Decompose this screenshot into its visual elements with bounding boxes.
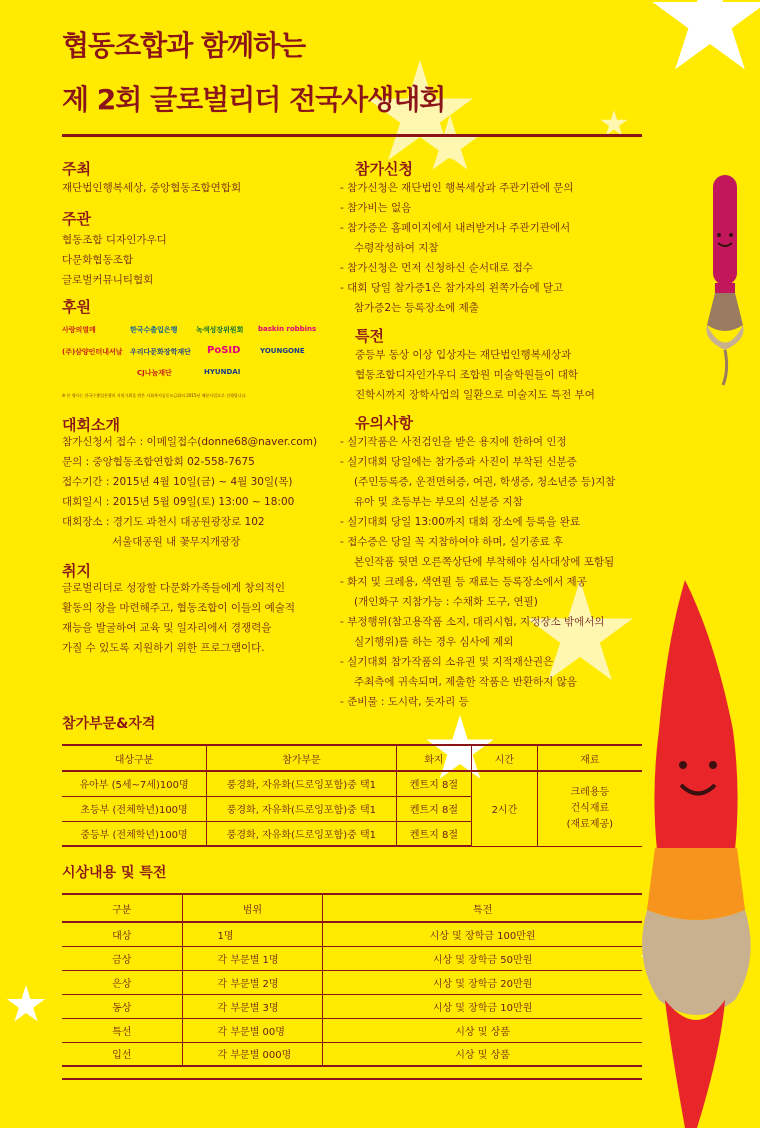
organizer-item: 글로벌커뮤니티협회: [62, 274, 154, 286]
table-cell: 유아부 (5세~7세)100명: [62, 771, 207, 796]
table-row: [62, 922, 642, 946]
table-cell: 금상: [62, 946, 182, 970]
table-cell: 초등부 (전체학년)100명: [62, 796, 207, 821]
table-header: 구분: [62, 894, 182, 922]
benefit-line: 협동조합디자인가우디 조합원 미술학원들이 대학: [355, 369, 579, 381]
table-row: [62, 994, 642, 1018]
notice-line: - 부정행위(참고용작품 소지, 대리시험, 지정장소 밖에서의: [340, 616, 605, 628]
intro-row: 문의 : 중앙협동조합연합회 02-558-7675: [62, 456, 255, 468]
notice-line: - 실기작품은 사전검인을 받은 용지에 한하여 인정: [340, 436, 567, 448]
table-cell: 풍경화, 자유화(드로잉포함)중 택1: [207, 796, 397, 821]
sponsor-logo: 우리다문화장학재단: [130, 348, 191, 356]
material-line: 건식재료: [570, 802, 610, 814]
table-header: 범위: [182, 894, 323, 922]
apply-line: - 참가증은 홈페이지에서 내려받거나 주관기관에서: [340, 222, 571, 234]
sponsor-note: ※ 본 행사는 한국수출입은행의 지원기획을 받은 사회복지공동모금회의 2015년 배분사업으로 진행됩니다.: [62, 393, 247, 398]
sponsor-heading: 후원: [62, 298, 91, 316]
table-cell: 은상: [62, 970, 182, 994]
sponsor-logo: PoSID: [207, 345, 241, 356]
table-header: 재료: [537, 745, 642, 771]
organizer-item: 다문화협동조합: [62, 254, 134, 266]
table-cell: 켄트지 8절: [396, 821, 471, 846]
notice-line: - 화지 및 크레용, 색연필 등 재료는 등록장소에서 제공: [340, 576, 587, 588]
table-cell: 중등부 (전체학년)100명: [62, 821, 207, 846]
notice-line: 실기행위)를 하는 경우 심사에 제외: [354, 636, 514, 648]
organizer-list: [62, 230, 167, 290]
table-row: [62, 1018, 642, 1042]
table-cell: 각 부문별 2명: [182, 970, 323, 994]
bottom-divider: [62, 1078, 642, 1080]
notice-line: - 접수증은 당일 꼭 지참하여야 하며, 실기종료 후: [340, 536, 564, 548]
table-cell: 각 부문별 3명: [182, 994, 323, 1018]
purpose-text: [62, 578, 295, 658]
small-brush-illustration: [695, 175, 755, 395]
table-cell: 각 부문별 000명: [182, 1042, 323, 1066]
apply-line: 수령작성하여 지참: [354, 242, 439, 254]
table-cell: 시상 및 장학금 10만원: [323, 994, 642, 1018]
table-cell: 시상 및 장학금 100만원: [323, 922, 642, 946]
apply-heading: 참가신청: [355, 160, 413, 178]
notice-line: - 실기대회 참가작품의 소유권 및 지적재산권은: [340, 656, 554, 668]
table-header: 화지: [396, 745, 471, 771]
apply-line: - 참가신청은 먼저 신청하신 순서대로 접수: [340, 262, 533, 274]
sponsor-logo: YOUNGONE: [260, 347, 305, 355]
purpose-line: 글로벌리더로 성장할 다문화가족들에게 창의적인: [62, 582, 286, 594]
table-cell: 시상 및 상품: [323, 1042, 642, 1066]
intro-row: 서울대공원 내 꽃무지개광장: [112, 536, 241, 548]
divisions-table: [62, 744, 642, 847]
sponsor-logo: CJ나눔재단: [137, 369, 172, 377]
purpose-line: 재능을 발굴하여 교육 및 일자리에서 경쟁력을: [62, 622, 272, 634]
intro-row: 대회일시 : 2015년 5월 09일(토) 13:00 ~ 18:00: [62, 496, 295, 508]
organizer-heading: 주관: [62, 210, 91, 228]
benefit-line: 중등부 동상 이상 입상자는 재단법인행복세상과: [355, 349, 572, 361]
notice-line: - 준비물 : 도시락, 돗자리 등: [340, 696, 469, 708]
apply-line: - 대회 당일 참가증1은 참가자의 왼쪽가슴에 달고: [340, 282, 564, 294]
sponsor-logo: (주)삼양인터내셔날: [62, 348, 123, 356]
divisions-heading: 참가부문&자격: [62, 716, 156, 732]
table-header: 대상구분: [62, 745, 207, 771]
material-line: 크레용등: [570, 786, 610, 798]
table-cell: 시상 및 상품: [323, 1018, 642, 1042]
table-cell-time: 2시간: [472, 771, 538, 846]
table-header-row: [62, 745, 642, 771]
table-cell: 입선: [62, 1042, 182, 1066]
benefit-heading: 특전: [355, 327, 384, 345]
notice-list: [340, 432, 615, 712]
table-row: [62, 771, 642, 796]
table-cell: 특선: [62, 1018, 182, 1042]
host-text: 재단법인행복세상, 중앙협동조합연합회: [62, 182, 242, 194]
notice-line: - 실기대회 당일에는 참가증과 사진이 부착된 신분증: [340, 456, 577, 468]
table-cell-material: [537, 771, 642, 846]
apply-line: - 참가신청은 재단법인 행복세상과 주관기관에 문의: [340, 182, 574, 194]
intro-list: [62, 432, 317, 552]
table-row: [62, 970, 642, 994]
table-cell: 켄트지 8절: [396, 771, 471, 796]
organizer-item: 협동조합 디자인가우디: [62, 234, 167, 246]
notice-line: (주민등록증, 운전면허증, 여권, 학생증, 청소년증 등)지참: [354, 476, 616, 488]
purpose-heading: 취지: [62, 562, 91, 580]
table-cell: 시상 및 장학금 50만원: [323, 946, 642, 970]
sponsor-logo: 사랑의열매: [62, 326, 96, 334]
table-row: [62, 946, 642, 970]
table-cell: 시상 및 장학금 20만원: [323, 970, 642, 994]
table-header-row: [62, 894, 642, 922]
page-title-line-1: 협동조합과 함께하는: [62, 29, 306, 62]
benefit-text: [355, 345, 595, 405]
intro-heading: 대회소개: [62, 416, 120, 434]
title-divider: [62, 134, 642, 137]
sponsor-logo: 녹색성장위원회: [196, 326, 244, 334]
table-row: [62, 1042, 642, 1066]
sponsor-logo: baskin robbins: [258, 325, 317, 333]
star-decoration-top-right: [640, 0, 760, 80]
notice-line: 본인작품 뒷면 오른쪽상단에 부착해야 심사대상에 포함됨: [354, 556, 615, 568]
page-title-line-2: 제 2회 글로벌리더 전국사생대회: [62, 83, 446, 116]
apply-line: - 참가비는 없음: [340, 202, 412, 214]
purpose-line: 활동의 장을 마련해주고, 협동조합이 이들의 예술적: [62, 602, 296, 614]
notice-line: - 실기대회 당일 13:00까지 대회 장소에 등록을 완료: [340, 516, 580, 528]
notice-line: 유아 및 초등부는 부모의 신분증 지참: [354, 496, 523, 508]
table-cell: 1명: [182, 922, 323, 946]
material-line: (재료제공): [566, 818, 614, 830]
sponsor-logo: HYUNDAI: [204, 368, 241, 376]
notice-line: (개인화구 지참가능 : 수채화 도구, 연필): [354, 596, 538, 608]
intro-row: 대회장소 : 경기도 과천시 대공원광장로 102: [62, 516, 265, 528]
intro-row: 참가신청서 접수 : 이메일접수(donne68@naver.com): [62, 436, 318, 448]
table-cell: 켄트지 8절: [396, 796, 471, 821]
table-cell: 대상: [62, 922, 182, 946]
awards-table: [62, 893, 642, 1067]
table-header: 시간: [472, 745, 538, 771]
table-cell: 풍경화, 자유화(드로잉포함)중 택1: [207, 771, 397, 796]
notice-line: 주최측에 귀속되며, 제출한 작품은 반환하지 않음: [354, 676, 577, 688]
star-decoration-left: [6, 985, 46, 1025]
intro-row: 접수기간 : 2015년 4월 10일(금) ~ 4월 30일(목): [62, 476, 293, 488]
awards-heading: 시상내용 및 특전: [62, 865, 167, 881]
purpose-line: 가질 수 있도록 지원하기 위한 프로그램이다.: [62, 642, 265, 654]
table-header: 참가부문: [207, 745, 397, 771]
notice-heading: 유의사항: [355, 414, 413, 432]
sponsor-logo: 한국수출입은행: [130, 326, 178, 334]
benefit-line: 진학시까지 장학사업의 일환으로 미술지도 특전 부여: [355, 389, 595, 401]
apply-list: [340, 178, 573, 318]
table-header: 특전: [323, 894, 642, 922]
table-cell: 각 부문별 1명: [182, 946, 323, 970]
large-brush-illustration: [625, 580, 760, 1128]
table-cell: 동상: [62, 994, 182, 1018]
star-decoration-small: [415, 115, 485, 175]
host-heading: 주최: [62, 160, 91, 178]
table-cell: 각 부문별 00명: [182, 1018, 323, 1042]
apply-line: 참가증2는 등록장소에 제출: [354, 302, 479, 314]
table-cell: 풍경화, 자유화(드로잉포함)중 택1: [207, 821, 397, 846]
